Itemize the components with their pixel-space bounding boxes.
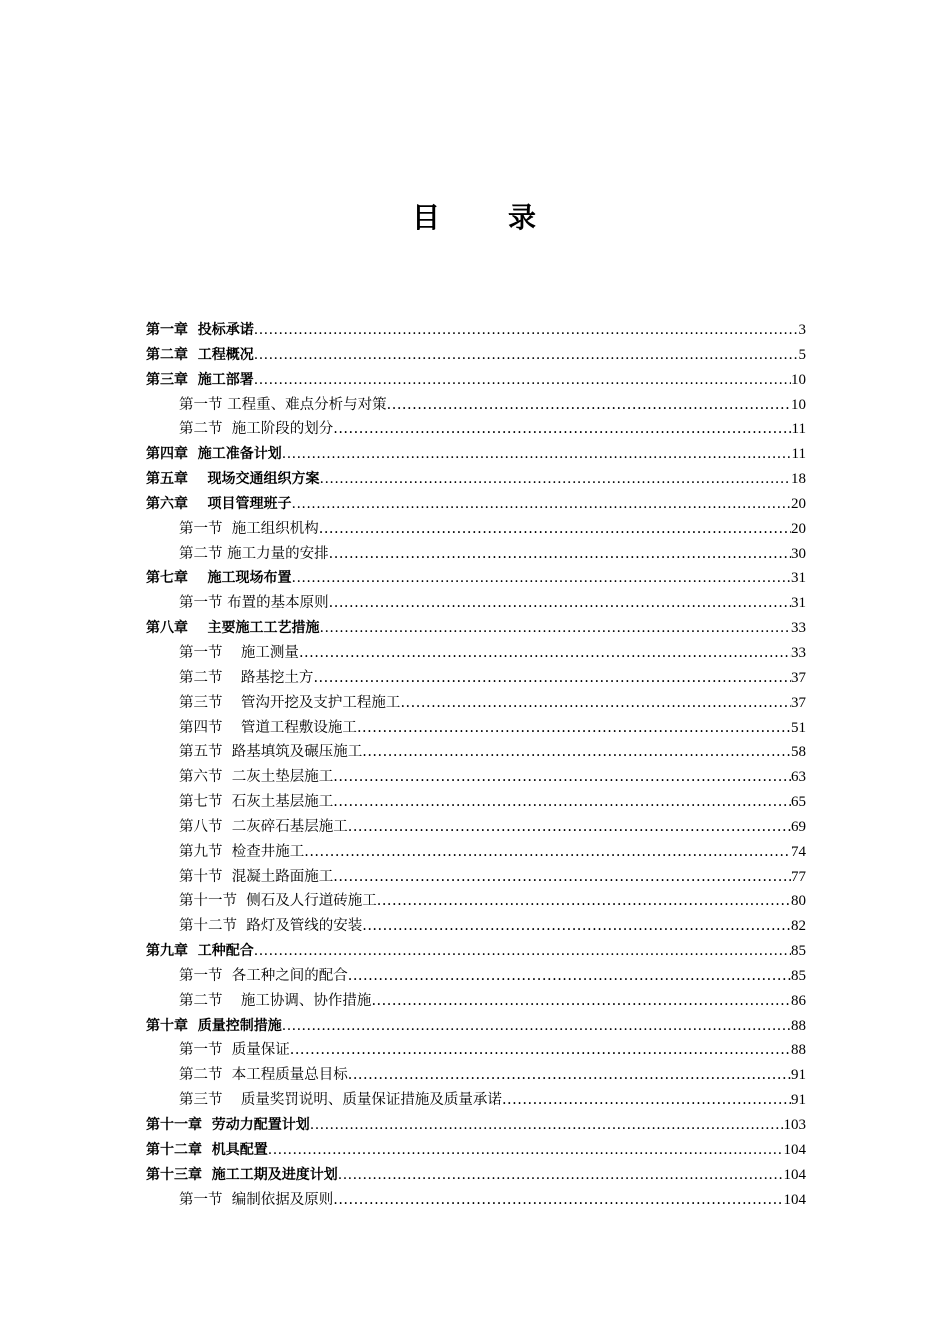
toc-title-char-1: 目 [411, 201, 442, 234]
toc-entry-label: 第五节 路基填筑及碾压施工 [179, 744, 363, 761]
dot-leader [313, 666, 791, 691]
toc-entry-page-number: 5 [798, 346, 806, 363]
toc-section-entry[interactable] [146, 716, 806, 741]
dot-leader [290, 1038, 791, 1063]
toc-entry-label: 第七节 石灰土基层施工 [179, 794, 334, 811]
toc-section-entry[interactable] [146, 914, 806, 939]
dot-leader [254, 368, 791, 393]
dot-leader [371, 989, 791, 1014]
dot-leader [362, 914, 791, 939]
toc-entry-label: 第五章 现场交通组织方案 [146, 471, 320, 488]
dot-leader [338, 1163, 784, 1188]
dot-leader [268, 1138, 784, 1163]
toc-section-entry[interactable] [146, 1088, 806, 1113]
toc-entry-label: 第十一章 劳动力配置计划 [146, 1117, 310, 1133]
toc-section-entry[interactable] [146, 641, 806, 666]
toc-entry-label: 第九章 工种配合 [146, 943, 254, 960]
dot-leader [292, 492, 792, 517]
toc-entry-label: 第十二节 路灯及管线的安装 [179, 918, 363, 935]
toc-entry-page-number: 33 [791, 644, 806, 661]
dot-leader [310, 1113, 784, 1138]
dot-leader [329, 542, 791, 567]
dot-leader [400, 691, 791, 716]
toc-entry-label: 第二节 施工力量的安排 [179, 545, 329, 562]
toc-section-entry[interactable] [146, 865, 806, 890]
dot-leader [362, 740, 791, 765]
toc-chapter-entry[interactable] [146, 492, 806, 517]
toc-entry-page-number: 77 [791, 868, 806, 885]
dot-leader [348, 815, 791, 840]
toc-entry-label: 第十一节 侧石及人行道砖施工 [179, 893, 377, 910]
dot-leader [304, 840, 791, 865]
dot-leader [502, 1088, 791, 1113]
dot-leader [282, 442, 792, 467]
dot-leader [319, 517, 791, 542]
toc-entry-label: 第十三章 施工工期及进度计划 [146, 1166, 338, 1183]
toc-entry-page-number: 80 [791, 893, 806, 910]
toc-entry-page-number: 88 [791, 1042, 806, 1059]
dot-leader [333, 790, 791, 815]
dot-leader [329, 591, 791, 616]
dot-leader [377, 889, 791, 914]
toc-section-entry[interactable] [146, 1063, 806, 1088]
toc-entry-page-number: 31 [791, 570, 806, 587]
toc-entry-label: 第二节 本工程质量总目标 [179, 1067, 348, 1084]
toc-entry-label: 第九节 检查井施工 [179, 843, 305, 860]
toc-entry-page-number: 10 [791, 371, 806, 388]
toc-chapter-entry[interactable] [146, 1138, 806, 1163]
dot-leader [348, 1063, 791, 1088]
toc-section-entry[interactable] [146, 1038, 806, 1063]
toc-entry-page-number: 51 [791, 719, 806, 736]
toc-entry-label: 第一节 施工组织机构 [179, 520, 319, 537]
toc-entry-page-number: 104 [783, 1141, 806, 1158]
toc-title-char-2: 录 [508, 201, 539, 234]
toc-entry-label: 第六节 二灰土垫层施工 [179, 769, 334, 786]
toc-chapter-entry[interactable] [146, 442, 806, 467]
dot-leader [299, 641, 791, 666]
toc-entry-label: 第六章 项目管理班子 [146, 495, 292, 512]
dot-leader [254, 343, 799, 368]
toc-entry-page-number: 37 [791, 669, 806, 686]
toc-section-entry[interactable] [146, 740, 806, 765]
toc-entry-page-number: 88 [791, 1017, 806, 1034]
toc-entry-page-number: 11 [791, 446, 806, 463]
toc-entry-label: 第八章 主要施工工艺措施 [146, 620, 320, 637]
toc-chapter-entry[interactable] [146, 368, 806, 393]
toc-section-entry[interactable] [146, 964, 806, 989]
dot-leader [320, 467, 792, 492]
toc-entry-page-number: 3 [798, 322, 806, 338]
toc-section-entry[interactable] [146, 790, 806, 815]
dot-leader [348, 964, 791, 989]
toc-chapter-entry[interactable] [146, 318, 806, 343]
toc-chapter-entry[interactable] [146, 616, 806, 641]
dot-leader [357, 716, 791, 741]
toc-entry-page-number: 18 [791, 471, 806, 488]
toc-entry-page-number: 85 [791, 967, 806, 984]
toc-entry-label: 第三节 管沟开挖及支护工程施工 [179, 694, 401, 711]
toc-title [0, 196, 950, 236]
dot-leader [387, 393, 791, 418]
toc-entry-page-number: 58 [791, 744, 806, 761]
toc-section-entry[interactable] [146, 989, 806, 1014]
toc-entry-label: 第三节 质量奖罚说明、质量保证措施及质量承诺 [179, 1092, 502, 1109]
toc-entry-page-number: 37 [791, 694, 806, 711]
toc-entry-label: 第三章 施工部署 [146, 371, 254, 388]
toc-entry-page-number: 91 [791, 1067, 806, 1084]
toc-section-entry[interactable] [146, 765, 806, 790]
dot-leader [254, 939, 791, 964]
toc-entry-page-number: 91 [791, 1092, 806, 1109]
table-of-contents [146, 318, 806, 1212]
toc-entry-label: 第二节 施工阶段的划分 [179, 421, 334, 438]
toc-entry-page-number: 104 [783, 1166, 806, 1183]
toc-chapter-entry[interactable] [146, 1014, 806, 1039]
toc-entry-label: 第一节 质量保证 [179, 1042, 290, 1059]
toc-entry-page-number: 30 [791, 545, 806, 562]
toc-entry-page-number: 69 [791, 818, 806, 835]
dot-leader [333, 765, 791, 790]
toc-chapter-entry[interactable] [146, 1113, 806, 1138]
toc-entry-label: 第一节 施工测量 [179, 644, 299, 661]
toc-entry-label: 第一章 投标承诺 [146, 322, 254, 338]
dot-leader [333, 1188, 783, 1213]
toc-entry-page-number: 74 [791, 843, 806, 860]
toc-section-entry[interactable] [146, 393, 806, 418]
toc-chapter-entry[interactable] [146, 1163, 806, 1188]
toc-entry-label: 第一节 工程重、难点分析与对策 [179, 396, 387, 413]
toc-entry-page-number: 82 [791, 918, 806, 935]
toc-entry-page-number: 11 [791, 421, 806, 438]
toc-entry-label: 第二节 路基挖土方 [179, 669, 314, 686]
toc-entry-label: 第四章 施工准备计划 [146, 446, 282, 463]
toc-chapter-entry[interactable] [146, 343, 806, 368]
dot-leader [292, 566, 792, 591]
toc-entry-label: 第一节 各工种之间的配合 [179, 967, 348, 984]
toc-entry-label: 第十节 混凝土路面施工 [179, 868, 334, 885]
toc-entry-label: 第一节 编制依据及原则 [179, 1191, 334, 1208]
toc-entry-label: 第十二章 机具配置 [146, 1141, 268, 1158]
toc-section-entry[interactable] [146, 591, 806, 616]
toc-section-entry[interactable] [146, 889, 806, 914]
toc-entry-page-number: 63 [791, 769, 806, 786]
dot-leader [333, 417, 791, 442]
toc-chapter-entry[interactable] [146, 939, 806, 964]
toc-chapter-entry[interactable] [146, 566, 806, 591]
toc-entry-page-number: 104 [783, 1191, 806, 1208]
dot-leader [333, 865, 791, 890]
toc-entry-label: 第四节 管道工程敷设施工 [179, 719, 357, 736]
toc-entry-label: 第一节 布置的基本原则 [179, 595, 329, 612]
dot-leader [320, 616, 792, 641]
toc-entry-label: 第十章 质量控制措施 [146, 1017, 282, 1034]
toc-section-entry[interactable] [146, 840, 806, 865]
toc-entry-page-number: 31 [791, 595, 806, 612]
toc-entry-page-number: 10 [791, 396, 806, 413]
toc-section-entry[interactable] [146, 1188, 806, 1213]
toc-entry-page-number: 20 [791, 520, 806, 537]
toc-entry-label: 第七章 施工现场布置 [146, 570, 292, 587]
toc-section-entry[interactable] [146, 542, 806, 567]
toc-entry-page-number: 86 [791, 992, 806, 1009]
toc-section-entry[interactable] [146, 691, 806, 716]
toc-chapter-entry[interactable] [146, 467, 806, 492]
toc-section-entry[interactable] [146, 517, 806, 542]
toc-section-entry[interactable] [146, 815, 806, 840]
toc-entry-label: 第二节 施工协调、协作措施 [179, 992, 372, 1009]
toc-section-entry[interactable] [146, 417, 806, 442]
toc-section-entry[interactable] [146, 666, 806, 691]
toc-entry-page-number: 103 [783, 1117, 806, 1133]
dot-leader [282, 1014, 791, 1039]
toc-entry-page-number: 33 [791, 620, 806, 637]
toc-entry-label: 第二章 工程概况 [146, 346, 254, 363]
toc-entry-page-number: 65 [791, 794, 806, 811]
toc-entry-page-number: 20 [791, 495, 806, 512]
toc-entry-page-number: 85 [791, 943, 806, 960]
toc-entry-label: 第八节 二灰碎石基层施工 [179, 818, 348, 835]
dot-leader [254, 318, 799, 343]
